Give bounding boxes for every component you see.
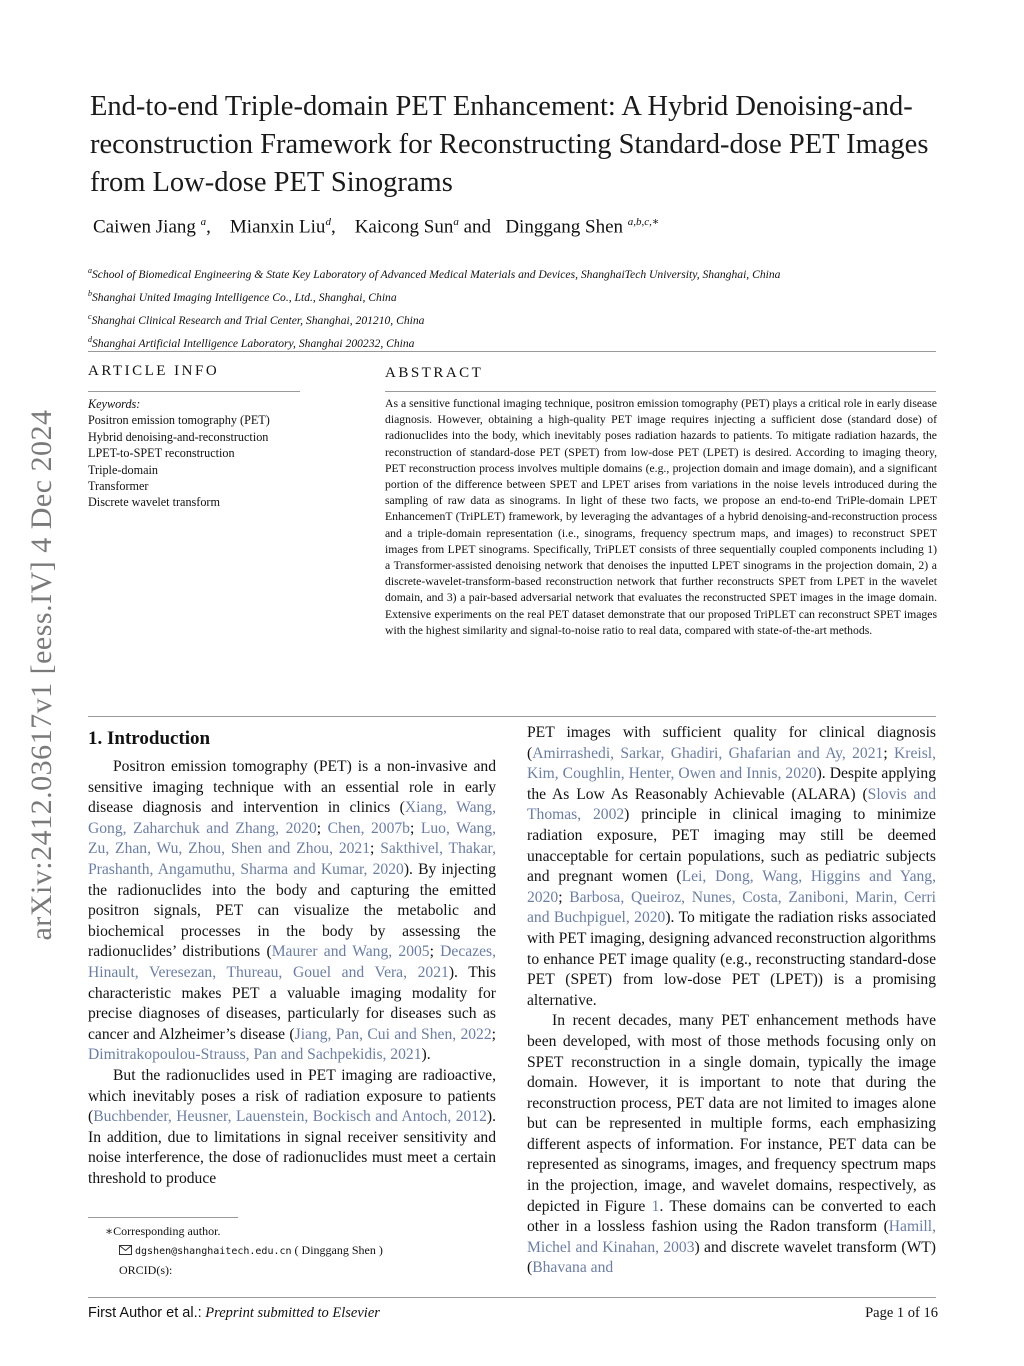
- divider: [88, 1297, 936, 1298]
- author: Kaicong Sun: [354, 216, 454, 238]
- article-info-heading: ARTICLE INFO: [88, 363, 220, 379]
- keywords-label: Keywords:: [88, 397, 141, 411]
- body-text: ) and discrete wavelet transform (WT) (: [527, 1238, 936, 1277]
- footnote-rule: [88, 1217, 238, 1218]
- keyword: Hybrid denoising-and-reconstruction: [88, 429, 269, 444]
- left-column: [88, 757, 496, 1189]
- paper-title: End-to-end Triple-domain PET Enhancement: A Hybrid Denoising-and-reconstruction Framework for Reconstructing Standard-dose PET Images from Low-dose PET Sinograms: [90, 91, 929, 198]
- citation-link[interactable]: Lei, Dong, Wang, Higgins and Yang, 2020: [527, 868, 936, 906]
- affiliation-sup: b: [88, 289, 92, 299]
- body-text: PET images with sufficient quality for clinical diagnosis (: [527, 724, 936, 762]
- body-text: ;: [370, 840, 381, 858]
- citation-link[interactable]: Kreisl, Kim, Coughlin, Henter, Owen and Innis, 2020: [527, 744, 937, 783]
- body-text: ).: [421, 1046, 431, 1064]
- footer-author: First Author et al.:: [88, 1305, 202, 1321]
- author-list: Caiwen Jiang $^a$, Mianxin Liu$^d$, Kaicong Sun$^a$ and Dinggang Shen $^{a,b,c,∗}$: [93, 216, 660, 238]
- body-text: ) principle in clinical imaging to minimize radiation exposure, PET imaging may still be deemed unacceptable for certain populations, such as pediatric subjects and pregnant women (: [527, 806, 936, 886]
- citation-link[interactable]: Dimitrakopoulou-Strauss, Pan and Sachpekidis, 2021: [88, 1046, 422, 1064]
- body-text: ;: [491, 1025, 496, 1043]
- keyword: Transformer: [88, 479, 149, 494]
- email-link[interactable]: dgshen@shanghaitech.edu.cn: [135, 1246, 292, 1257]
- body-text: ). To mitigate the radiation risks associated with PET imaging, designing advanced reconstruction algorithms to enhance PET image quality (e.g., reconstructing standard-dose PET (SPET) from low-dose PET (LPET)) is a promising alternative.: [527, 909, 937, 1009]
- paragraph: [527, 723, 936, 1011]
- body-text: But the radionuclides used in PET imaging are radioactive, which inevitably poses a risk of radiation exposure to patients (: [88, 1066, 496, 1126]
- citation-link[interactable]: Chen, 2007b: [327, 819, 410, 837]
- divider: [385, 391, 936, 392]
- affiliation-sup: d: [88, 335, 92, 345]
- page-footer: [88, 1305, 938, 1322]
- paragraph: [88, 757, 496, 1066]
- citation-link[interactable]: Barbosa, Queiroz, Nunes, Costa, Zaniboni, Marin, Cerri and Buchpiguel, 2020: [527, 888, 936, 927]
- citation-link[interactable]: Slovis and Thomas, 2002: [527, 785, 936, 824]
- keyword: LPET-to-SPET reconstruction: [88, 446, 235, 461]
- corresponding-author: ∗Corresponding author.: [105, 1224, 221, 1238]
- body-text: In recent decades, many PET enhancement methods have been developed, with most of those methods focusing only on SPET reconstruction in a single domain, typically the image domain. However, it is important to note that during the reconstruction process, PET data are not limited to images alone but can be represented in multiple forms, each emphasizing different aspects of information. For instance, PET data can be represented as sinograms, images, and frequency spectrum maps in the projection, image, and wavelet domains, respectively, as depicted in Figure: [527, 1012, 936, 1215]
- citation-link[interactable]: Xiang, Wang, Gong, Zaharchuk and Zhang, 2020: [88, 799, 496, 837]
- body-text: ). Despite applying the As Low As Reasonably Achievable (ALARA) (: [527, 765, 936, 803]
- footer-venue: Preprint submitted to Elsevier: [205, 1305, 380, 1321]
- section-heading: 1. Introduction: [88, 728, 211, 749]
- affiliation-text: Shanghai United Imaging Intelligence Co., Ltd., Shanghai, China: [92, 291, 397, 305]
- citation-link[interactable]: Sakthivel, Thakar, Prashanth, Angamuthu, Sharma and Kumar, 2020: [88, 840, 496, 878]
- author: Mianxin Liu: [229, 216, 326, 238]
- author-sup: d: [325, 216, 331, 228]
- author-conj: and: [463, 216, 492, 238]
- citation-link[interactable]: Jiang, Pan, Cui and Shen, 2022: [294, 1025, 492, 1043]
- affiliation: [88, 261, 958, 284]
- author: Caiwen Jiang: [93, 216, 196, 238]
- body-text: ;: [409, 819, 421, 837]
- keyword: Discrete wavelet transform: [88, 495, 220, 510]
- body-text: ;: [558, 888, 570, 906]
- right-column: [527, 723, 936, 1279]
- keyword: Positron emission tomography (PET): [88, 413, 270, 428]
- affiliation-text: School of Biomedical Engineering & State Key Laboratory of Advanced Medical Materials and Devices, ShanghaiTech University, Shanghai, China: [92, 267, 781, 281]
- email-name: ( Dinggang Shen ): [294, 1243, 383, 1257]
- body-text: ;: [316, 819, 328, 837]
- keywords: [88, 396, 308, 511]
- body-text: ;: [429, 943, 441, 961]
- divider: [88, 391, 300, 392]
- affiliation-sup: a: [88, 266, 92, 275]
- paragraph: [88, 1066, 496, 1190]
- citation-link[interactable]: 1: [651, 1197, 660, 1215]
- affiliation-sup: c: [88, 312, 92, 322]
- body-text: ;: [883, 744, 894, 762]
- orcid-line: ORCID(s):: [119, 1263, 173, 1277]
- divider: [88, 716, 936, 717]
- body-text: ). By injecting the radionuclides into the body and capturing the emitted positron signals, PET can visualize the metabolic and biochemical processes in the body by assessing the radionuclides’ distributions (: [88, 860, 496, 961]
- citation-link[interactable]: Maurer and Wang, 2005: [271, 943, 430, 961]
- divider: [88, 351, 936, 352]
- affiliation-text: Shanghai Artificial Intelligence Laboratory, Shanghai 200232, China: [92, 337, 415, 351]
- affiliations: [88, 261, 958, 354]
- author-sup: a: [453, 216, 459, 228]
- citation-link[interactable]: Bhavana and: [532, 1259, 614, 1277]
- author-sup: a: [200, 216, 207, 228]
- citation-link[interactable]: Hamill, Michel and Kinahan, 2003: [527, 1218, 936, 1256]
- envelope-icon: [119, 1242, 132, 1261]
- footnote: [105, 1222, 505, 1280]
- citation-link[interactable]: Luo, Wang, Zu, Zhan, Wu, Zhou, Shen and Zhou, 2021: [88, 819, 497, 858]
- arxiv-id: arXiv:2412.03617v1 [eess.IV] 4 Dec 2024: [25, 409, 58, 941]
- body-text: ). This characteristic makes PET a valuable imaging modality for precise diagnoses of diseases, particularly for diseases such as cancer and Alzheimer’s disease (: [88, 963, 496, 1043]
- email-line: [105, 1241, 505, 1261]
- page-number: Page 1 of 16: [865, 1305, 938, 1321]
- affiliation-text: Shanghai Clinical Research and Trial Center, Shanghai, 201210, China: [91, 314, 425, 328]
- body-text: . These domains can be converted to each other in a lossless fashion using the Radon transform (: [527, 1197, 936, 1236]
- paragraph: [527, 1011, 936, 1279]
- citation-link[interactable]: Decazes, Hinault, Veresezan, Thureau, Gouel and Vera, 2021: [88, 943, 497, 981]
- author-sup: a,b,c,∗: [627, 216, 660, 228]
- citation-link[interactable]: Buchbender, Heusner, Lauenstein, Bockisch and Antoch, 2012: [93, 1108, 487, 1126]
- abstract-heading: ABSTRACT: [385, 365, 484, 381]
- body-text: Positron emission tomography (PET) is a non-invasive and sensitive imaging technique with an essential role in early disease diagnosis and intervention in clinics (: [88, 758, 496, 817]
- keyword: Triple-domain: [88, 462, 158, 477]
- author: Dinggang Shen: [505, 216, 623, 238]
- citation-link[interactable]: Amirrashedi, Sarkar, Ghadiri, Ghafarian and Ay, 2021: [532, 744, 884, 762]
- affiliation: [88, 284, 958, 307]
- affiliation: [88, 307, 958, 330]
- body-text: ). In addition, due to limitations in signal receiver sensitivity and noise interference, the dose of radionuclides must meet a certain threshold to produce: [88, 1108, 496, 1187]
- abstract-text: As a sensitive functional imaging technique, positron emission tomography (PET) plays a critical role in early disease diagnosis. However, obtaining a high-quality PET image requires injecting a sufficient dose (standard dose) of radionuclides into the body, which inevitably poses radiation hazards to patients. To mitigate radiation hazards, the reconstruction of standard-dose PET (SPET) from low-dose PET (LPET) is desired. According to imaging theory, PET reconstruction process involves multiple domains (e.g., projection domain and image domain), and a significant portion of the difference between SPET and LPET arises from variations in the noise levels introduced during the sampling of raw data as sinograms. In light of these two facts, we propose an end-to-end TriPle-domain LPET EnhancemenT (TriPLET) framework, by leveraging the advantages of a hybrid denoising-and-reconstruction process and a triple-domain representation (i.e., sinograms, frequency spectrum maps, and images) to reconstruct SPET images from LPET sinograms. Specifically, TriPLET consists of three sequentially coupled components including 1) a Transformer-assisted denoising network that denoises the inputted LPET sinograms in the projection domain, 2) a discrete-wavelet-transform-based reconstruction network that further reconstructs SPET from LPET in the wavelet domain, and 3) a pair-based adversarial network that evaluates the reconstructed SPET images in the image domain. Extensive experiments on the real PET dataset demonstrate that our proposed TriPLET can reconstruct SPET images with the highest similarity and signal-to-noise ratio to real data, compared with state-of-the-art methods.: [385, 397, 937, 637]
- arxiv-stamp: [12, 370, 72, 980]
